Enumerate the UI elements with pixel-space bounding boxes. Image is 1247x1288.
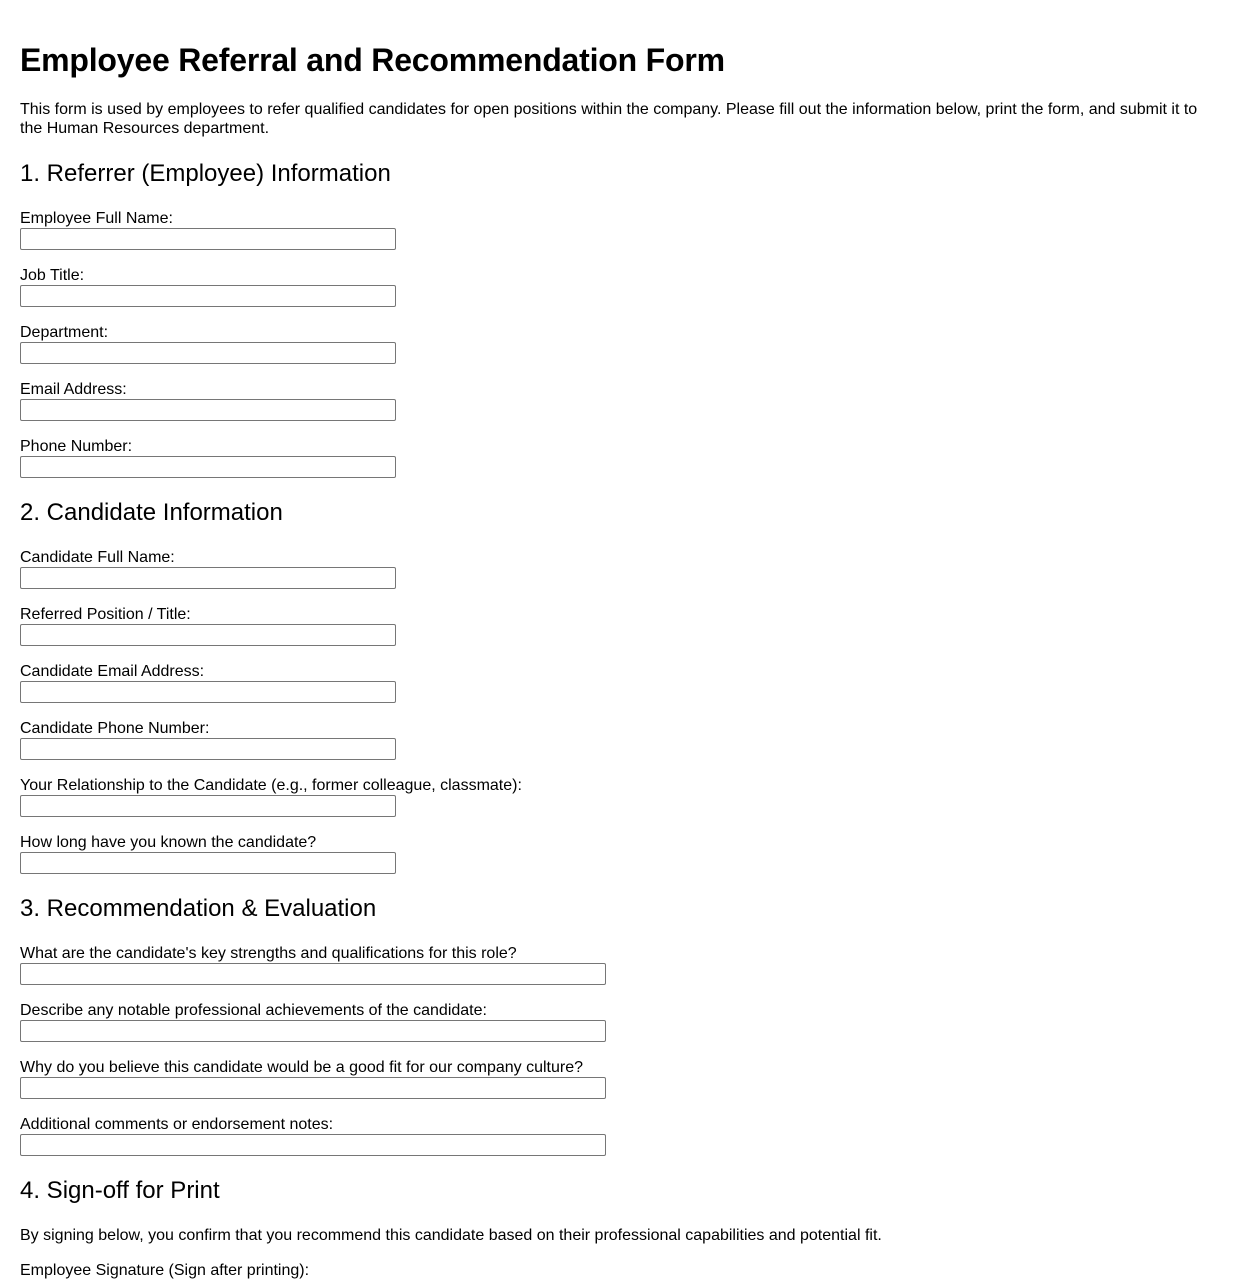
field-culture-fit [20, 1058, 1227, 1099]
achievements-label: Describe any notable professional achievements of the candidate: [20, 1002, 487, 1019]
comments-input[interactable] [20, 1134, 606, 1156]
field-department [20, 323, 1227, 364]
employee-full-name-input[interactable] [20, 228, 396, 250]
field-employee-full-name [20, 209, 1227, 250]
field-referred-position [20, 605, 1227, 646]
email-address-input[interactable] [20, 399, 396, 421]
culture-fit-label: Why do you believe this candidate would be a good fit for our company culture? [20, 1059, 583, 1076]
relationship-input[interactable] [20, 795, 396, 817]
referred-position-label: Referred Position / Title: [20, 606, 191, 623]
field-known-duration [20, 833, 1227, 874]
job-title-label: Job Title: [20, 267, 85, 284]
phone-number-input[interactable] [20, 456, 396, 478]
achievements-input[interactable] [20, 1020, 606, 1042]
field-comments [20, 1115, 1227, 1156]
field-strengths [20, 944, 1227, 985]
field-candidate-email [20, 662, 1227, 703]
phone-number-label: Phone Number: [20, 438, 133, 455]
field-email-address [20, 380, 1227, 421]
field-candidate-phone [20, 719, 1227, 760]
culture-fit-input[interactable] [20, 1077, 606, 1099]
strengths-label: What are the candidate's key strengths and qualifications for this role? [20, 945, 517, 962]
candidate-email-input[interactable] [20, 681, 396, 703]
relationship-label: Your Relationship to the Candidate (e.g., former colleague, classmate): [20, 777, 522, 794]
field-phone-number [20, 437, 1227, 478]
candidate-full-name-input[interactable] [20, 567, 396, 589]
candidate-email-label: Candidate Email Address: [20, 663, 205, 680]
field-candidate-full-name [20, 548, 1227, 589]
signature-label: Employee Signature (Sign after printing): [20, 1262, 310, 1279]
section-heading-referrer: 1. Referrer (Employee) Information [20, 160, 391, 187]
section-heading-evaluation: 3. Recommendation & Evaluation [20, 895, 377, 922]
signoff-text: By signing below, you confirm that you recommend this candidate based on their professional capabilities and potential fit. [20, 1227, 882, 1244]
known-duration-input[interactable] [20, 852, 396, 874]
email-address-label: Email Address: [20, 381, 127, 398]
section-heading-signoff: 4. Sign-off for Print [20, 1177, 220, 1204]
comments-label: Additional comments or endorsement notes: [20, 1116, 334, 1133]
candidate-phone-input[interactable] [20, 738, 396, 760]
employee-full-name-label: Employee Full Name: [20, 210, 173, 227]
department-label: Department: [20, 324, 109, 341]
job-title-input[interactable] [20, 285, 396, 307]
field-relationship [20, 776, 1227, 817]
referred-position-input[interactable] [20, 624, 396, 646]
department-input[interactable] [20, 342, 396, 364]
field-achievements [20, 1001, 1227, 1042]
section-heading-candidate: 2. Candidate Information [20, 499, 283, 526]
candidate-phone-label: Candidate Phone Number: [20, 720, 210, 737]
candidate-full-name-label: Candidate Full Name: [20, 549, 175, 566]
intro-text: This form is used by employees to refer qualified candidates for open positions within the company. Please fill out the information below, print the form, and submit it to the Human Resources department. [20, 101, 1198, 137]
field-job-title [20, 266, 1227, 307]
strengths-input[interactable] [20, 963, 606, 985]
known-duration-label: How long have you known the candidate? [20, 834, 317, 851]
page-title: Employee Referral and Recommendation Form [20, 42, 725, 78]
